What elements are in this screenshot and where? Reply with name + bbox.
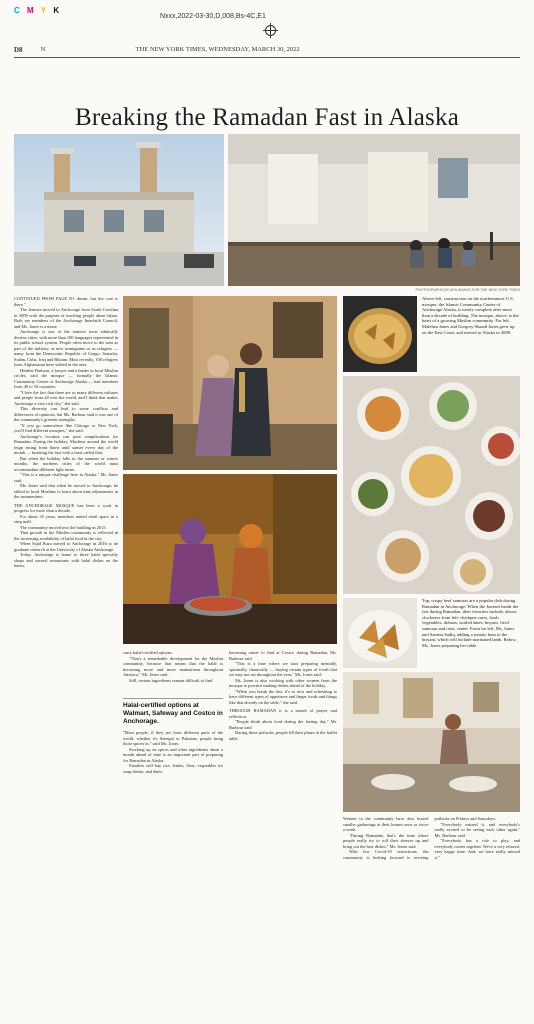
photo-credit: PHOTOGRAPHS BY ASH ADAMS FOR THE NEW YORK TIMES (415, 288, 520, 292)
paragraph: Still, certain ingredients remain difficult to find. (129, 677, 214, 683)
pull-quote-rule (123, 698, 223, 699)
paragraph: "Most people, if they are from different parts of the world, whether it's Senegal or Pakistan, people bring those spices in," said Ms. Jones. (123, 730, 223, 746)
paragraph: For about 35 years, members rented retail space in a strip mall. (14, 513, 118, 524)
paragraph: "Everybody missed it, and everybody's really excited to be seeing each other again," Ms. Barbour said. (434, 821, 520, 838)
pull-quote: Halal-certified options at Walmart, Safeway and Costco in Anchorage. (123, 702, 223, 725)
couple-portrait-photo (123, 296, 337, 470)
paragraph: This diversity can lead to some conflicts and differences of opinions, but Ms. Barbour said it was one of the community's greatest strengths. (14, 406, 118, 422)
paragraph: "That's a remarkable development for the Muslim community, because that means that the halal is becoming more and more mainstream throughout America," Mr. Jones said. (123, 655, 223, 677)
paragraph: Heather Barbour, a lawyer and a leader in local Muslim circles, said the mosque — formally the Islamic Community Center of Anchorage Alaska — had members from 40 to 50 countries. (14, 367, 118, 389)
paragraph: THE ANCHORAGE MOSQUE has been a work in progress for more than a decade. (14, 502, 118, 513)
table-setting-photo (343, 672, 520, 812)
paragraph: Anchorage is one of the nation's most ethnically diverse cities, with more than 100 languages represented in its public school system. People often move to the area as part of the military, as new immigrants or as refugees — many from the Democratic Republic of Congo, Somalia, Sudan, Cuba, Iraq and Bhutan. Most recently, 100 refugees from Afghanistan have settled in the area. (14, 329, 118, 367)
paragraph: Anchorage's location can pose complications for Ramadan. During the holiday, Muslims around the world feign eating from dawn until sunset every day of the month — breaking the fast with a feast called iftar. (14, 433, 118, 455)
paragraph: "People think about food during the fasting day," Mr. Barbour said. (229, 719, 337, 730)
registration-mark-icon (265, 25, 276, 36)
paragraph: The Joneses moved to Anchorage from South Carolina in 2009 with the purpose of teaching people about Islam. Both are members of the Anchorage Interfaith Council, and Ms. Jones is a nurse. (14, 307, 118, 329)
yellow-mark: Y (40, 6, 49, 15)
paragraph: CONTINUED FROM PAGE D1 dream, but the core is there." (14, 296, 118, 307)
article-column-3 (229, 650, 337, 836)
article-column-1 (14, 296, 118, 836)
paragraph: But when the holiday falls in the summer or winter months, the northern cities of the world must accommodate different light times. (14, 455, 118, 472)
paragraph: "If you go somewhere like Chicago or New York, you'll find different mosques," she said. (14, 422, 118, 433)
paragraph: With few Covid-19 restrictions, the community is looking forward to reviving potlucks on Fridays and Saturdays. (343, 816, 497, 860)
paragraph: Stocking up on spices and other ingredients about a month ahead of time is an important part of preparing for Ramadan in Alaska. (123, 746, 223, 763)
kitchen-cooking-photo (123, 474, 337, 644)
caption-middle-right: Top, crispy beef samosas are a popular dish during Ramadan in Anchorage. When the Joneses break the fast during Ramadan, their favorites include, above, clockwise from left: chickpea curry, fresh vegetables, dolmas, stuffed dates, biryani, fried samosas and rotis, center. From far left, Ms. Jones and Santisa Sadiq, adding a tomato base to the biryani, which will include marinated lamb. Below, Ms. Jones preparing her table. (422, 598, 519, 648)
food-spread-photo (343, 376, 520, 594)
prayer-hall-photo (228, 134, 520, 286)
magenta-mark: M (27, 6, 36, 15)
page-number: D8 (14, 46, 23, 54)
paragraph: That growth in the Muslim community is reflected in the increasing availability of halal food in the city. (14, 530, 118, 541)
article-column-2-top (123, 650, 223, 696)
paragraph: "When you break the fast, it's so nice and refreshing to have different types of appetizers and finger foods and things like that already on the table," she said. (229, 688, 337, 705)
caption-top-right: Above left, construction on the northernmost U.S. mosque, the Islamic Community Center of Anchorage Alaska, is nearly complete after more than a decade of building. The mosque, above, is the heart of a growing Muslim community. Far left, Malehea Jones and Gregory Shaadi Jones grew up on the East Coast, and moved to Alaska in 2009. (422, 296, 519, 335)
paragraph: Today, Anchorage is home to three halal specialty shops and several restaurants with halal dishes on the menu. (14, 552, 118, 568)
color-marks (14, 6, 62, 15)
paragraph: becoming easier to find at Costco during Ramadan, Ms. Barbour said. (229, 650, 337, 661)
print-slug: Nxxx,2022-03-30,D,008,Bs-4C,E1 (160, 13, 266, 20)
paragraph: Ms. Jones said that when he moved to Anchorage, he talked to local Muslims to learn about time adjustments in the summertime. (14, 483, 118, 499)
article-column-4 (343, 816, 520, 916)
black-mark: K (53, 6, 62, 15)
paragraph: When Sajid Raza moved to Anchorage in 2016 to do graduate research at the University of Alaska Anchorage. (14, 541, 118, 552)
frying-samosas-photo (343, 296, 417, 372)
paragraph: "This is a time where we start preparing mentally, spiritually, financially — buying certain types of foods that we may not eat throughout the year," Ms. Jones said. (229, 661, 337, 677)
cyan-mark: C (14, 6, 22, 15)
headline: Breaking the Ramadan Fast in Alaska (74, 104, 459, 131)
paragraph: During these potlucks, people fill their plates at the buffet table. (229, 730, 337, 741)
paragraph: Women in the community have also hosted smaller gatherings at their homes once or twice a week. (343, 816, 429, 832)
page-header (14, 46, 520, 58)
paragraph: The community moved into the building in 2015. (20, 524, 107, 530)
paragraph: "Everybody has a role to play, and everybody comes together. We're a very relaxed, very happy time. And, we have really missed it." (434, 838, 520, 860)
paragraph: "During Ramadan, that's the time where people really try to roll their sleeves up and bring out the best dishes," Ms. Jones said. (343, 832, 429, 849)
page-marker: N (40, 46, 46, 53)
running-head: THE NEW YORK TIMES, WEDNESDAY, MARCH 30, 2022 (135, 46, 300, 53)
paragraph: "This is a unique challenge here in Alaska," Mr. Jones said. (14, 472, 118, 483)
paragraph: Families will buy rice, lentils, flour, vegetables for soup dishes, and dates. (123, 763, 223, 774)
paragraph: THROUGH RAMADAN it is a month of prayer and reflection. (229, 708, 337, 719)
paragraph: Ms. Jones is also working with other women from the mosque to practice making dishes ahead of the holiday. (229, 677, 337, 688)
mosque-exterior-photo (14, 134, 224, 286)
paragraph: "I love the fact that there are so many different cultures and people from all over the world, and I think that makes Anchorage a very rich city," she said. (14, 389, 118, 406)
paragraph: carry halal-certified options. (123, 650, 173, 655)
samosas-plate-photo (343, 598, 417, 668)
article-column-2 (123, 730, 223, 836)
